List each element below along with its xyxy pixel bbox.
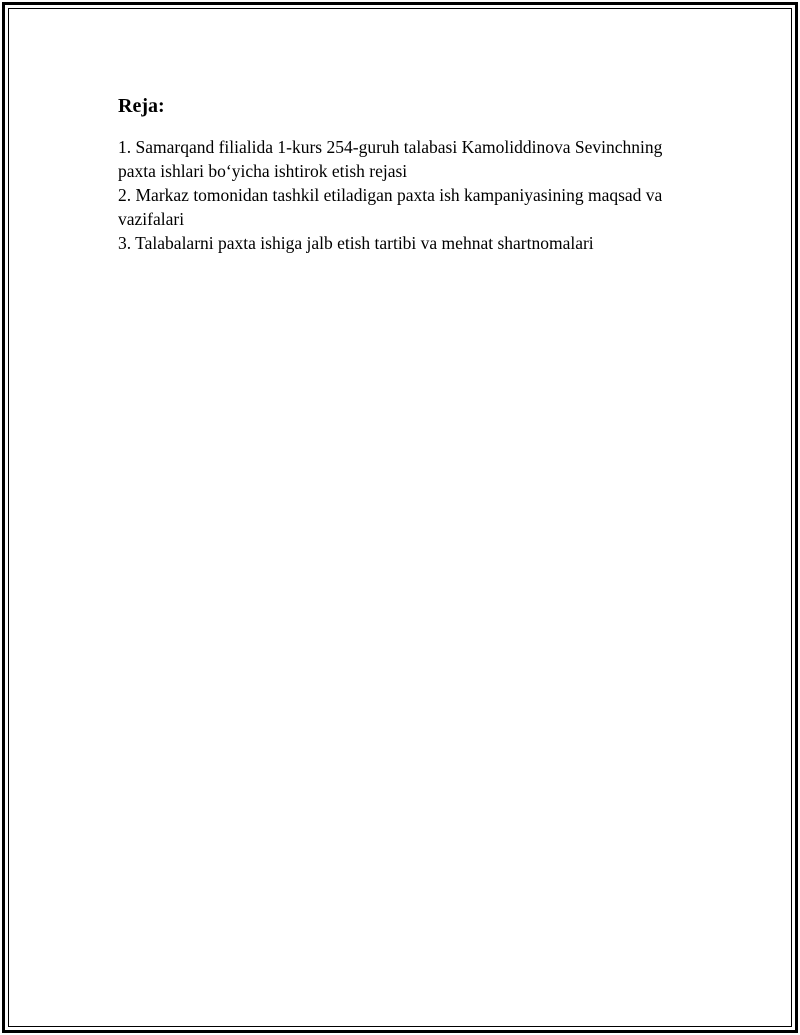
plan-list bbox=[118, 135, 688, 255]
plan-item-3: 3. Talabalarni paxta ishiga jalb etish tartibi va mehnat shartnomalari bbox=[118, 233, 594, 253]
document-body bbox=[118, 94, 688, 255]
plan-item-2: 2. Markaz tomonidan tashkil etiladigan paxta ish kampaniyasining maqsad va vazifalari bbox=[118, 185, 663, 229]
plan-item-1: 1. Samarqand filialida 1-kurs 254-guruh talabasi Kamoliddinova Sevinchning paxta ishlari bo‘yicha ishtirok etish rejasi bbox=[118, 137, 663, 181]
plan-heading: Reja: bbox=[118, 95, 165, 117]
